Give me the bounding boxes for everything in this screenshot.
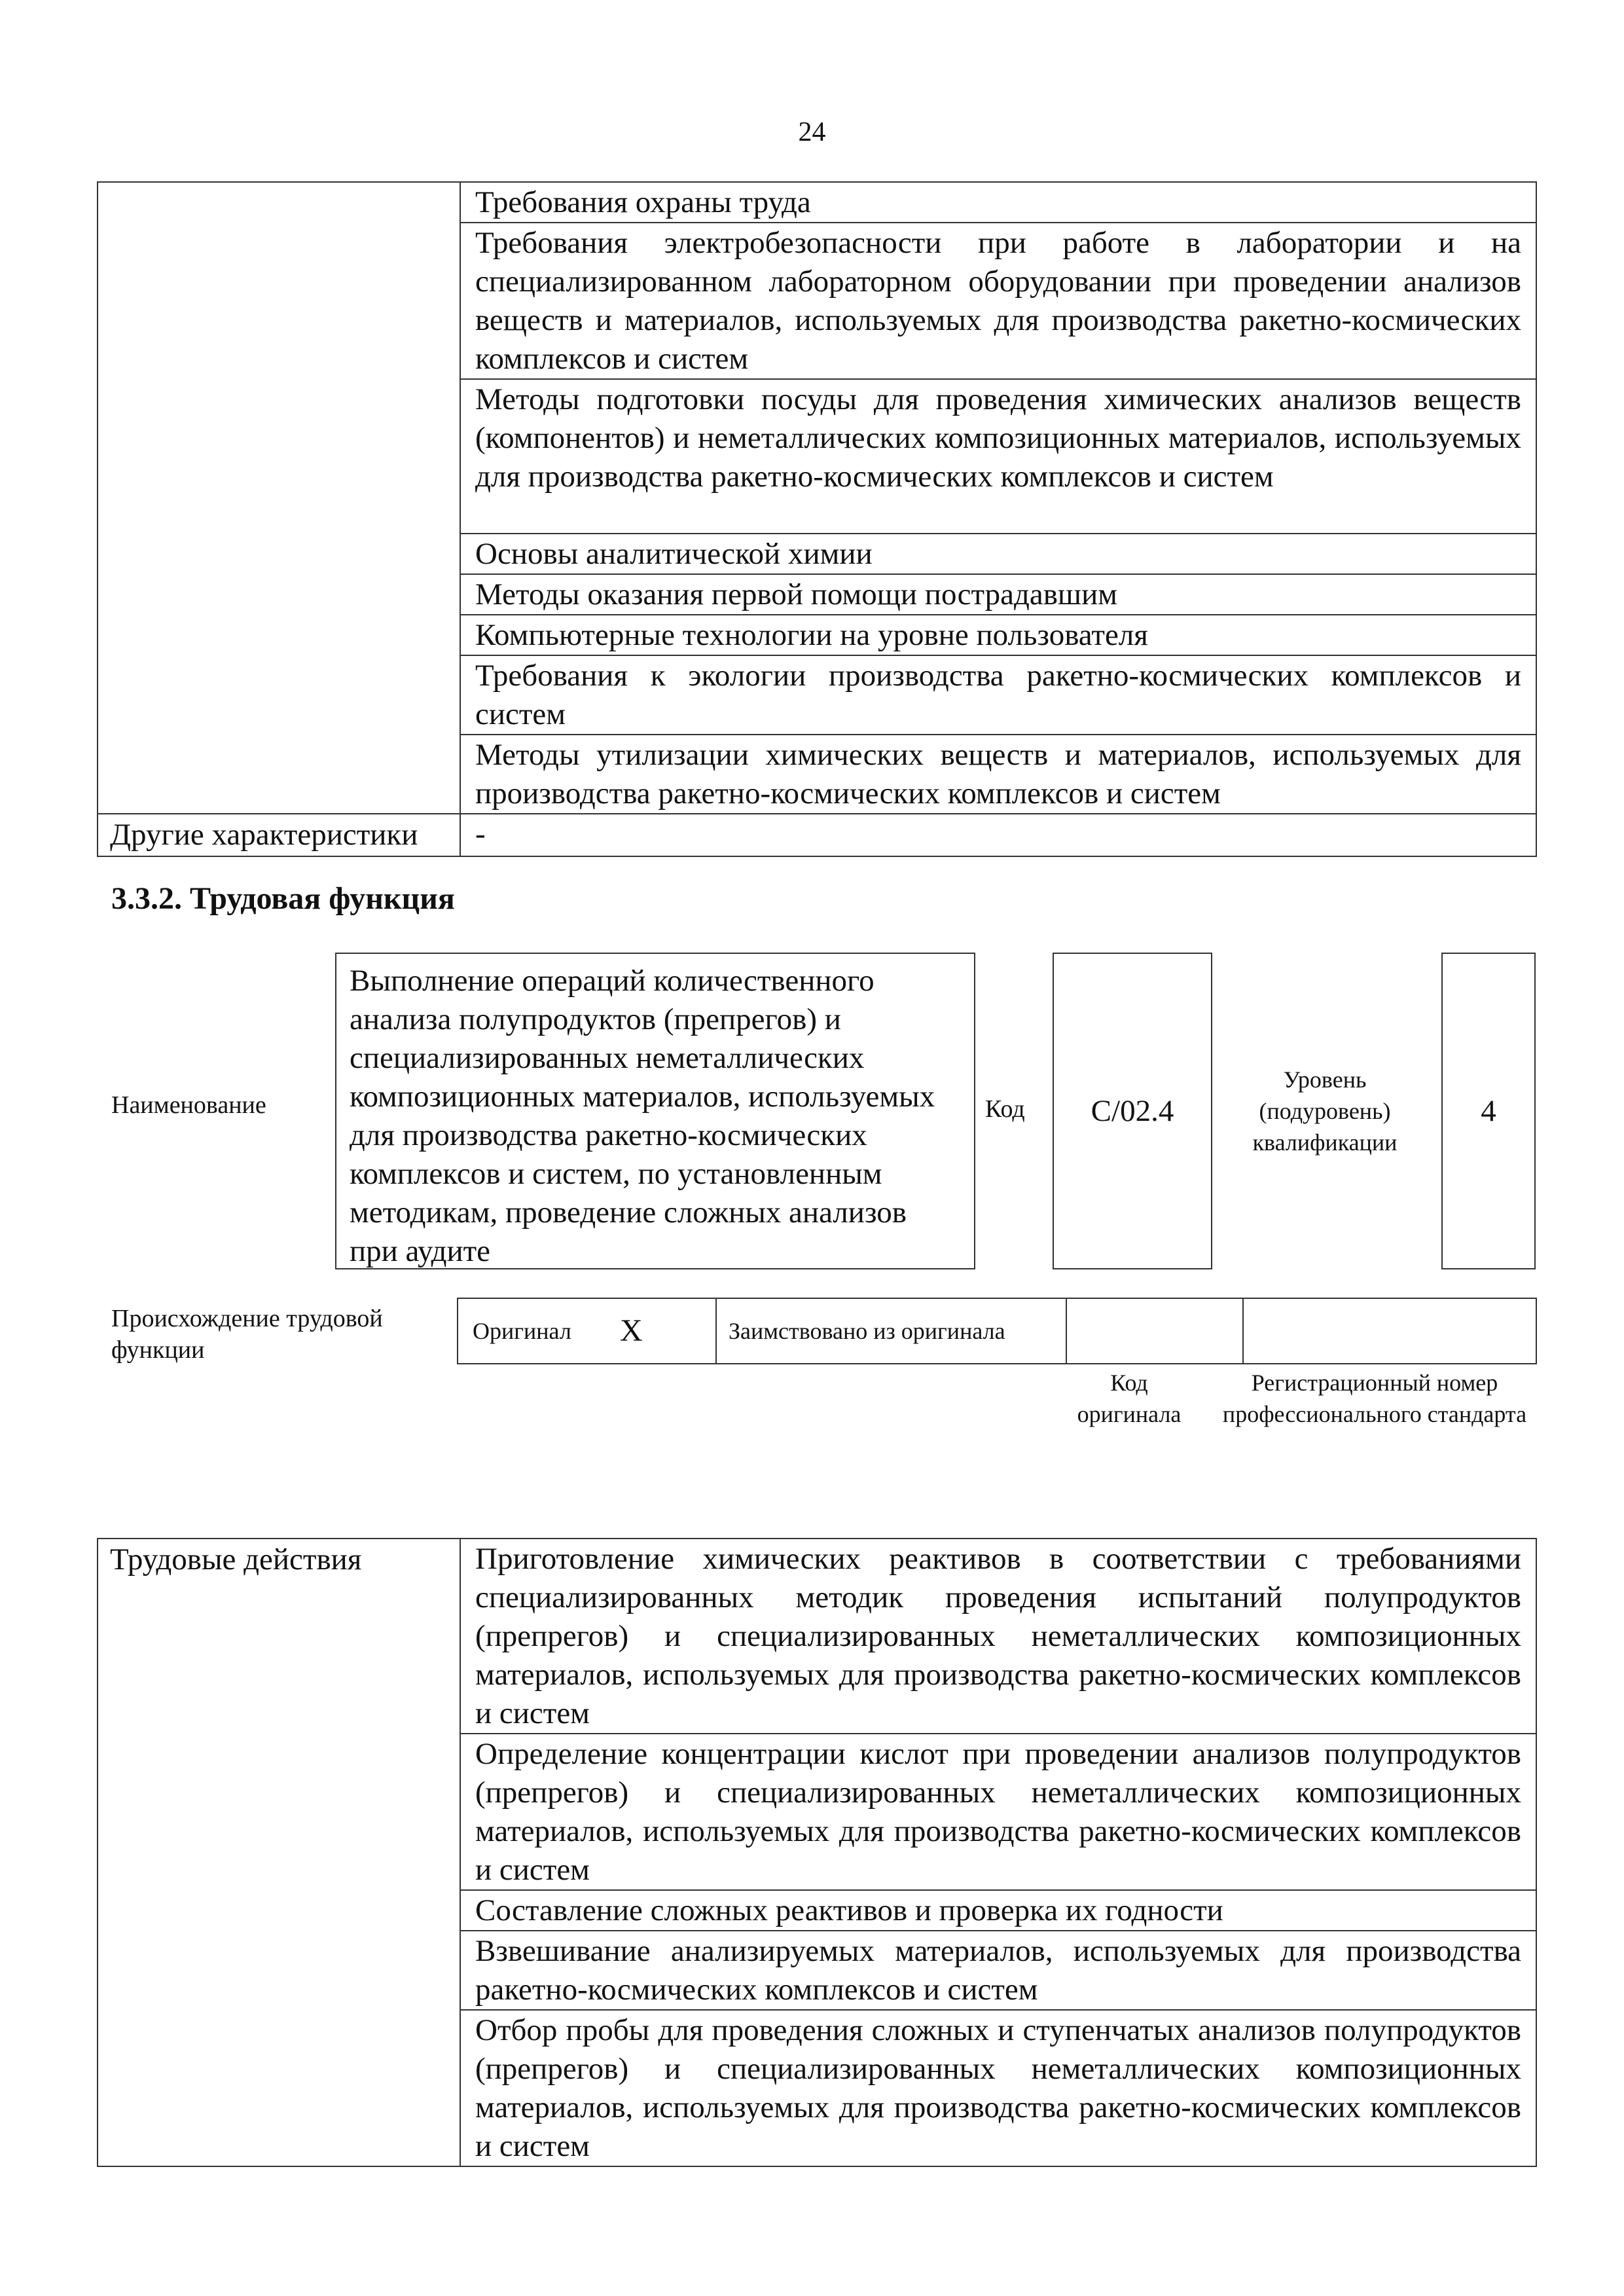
table-row: Методы утилизации химических веществ и материалов, используемых для производства ракетно-космических комплексов и систем: [460, 735, 1536, 814]
table-row: Методы оказания первой помощи пострадавшим: [460, 574, 1536, 615]
table-row: Отбор пробы для проведения сложных и ступенчатых анализов полупродуктов (препрегов) и специализированных неметаллических композиционных материалов, используемых для производства ракетно-космических комплексов и систем: [460, 2010, 1536, 2166]
actions-table: [97, 1538, 1537, 2167]
qualification-level-label: Уровень (подуровень) квалификации: [1252, 1066, 1398, 1156]
other-characteristics-label: Другие характеристики: [98, 814, 460, 856]
qualification-level-value: 4: [1481, 1094, 1496, 1128]
registration-number-cell: [1243, 1298, 1536, 1364]
section-heading: 3.3.2. Трудовая функция: [111, 881, 455, 916]
knowledge-table: [97, 181, 1537, 857]
original-code-caption: Код оригинала: [1077, 1370, 1182, 1427]
origin-label: Происхождение трудовой функции: [111, 1305, 383, 1364]
table-row: Компьютерные технологии на уровне пользователя: [460, 615, 1536, 655]
qualification-level-box: [1441, 953, 1536, 1269]
table-row: Требования к экологии производства ракетно-космических комплексов и систем: [460, 655, 1536, 735]
name-label: Наименование: [111, 1091, 266, 1119]
table-row: Требования электробезопасности при работе в лаборатории и на специализированном лабораторном оборудовании при проведении анализов веществ и материалов, используемых для производства ракетно-космических комплексов и систем: [460, 223, 1536, 379]
code-label: Код: [985, 1095, 1025, 1123]
table-row: Определение концентрации кислот при проведении анализов полупродуктов (препрегов) и специализированных неметаллических композиционных материалов, используемых для производства ракетно-космических комплексов и систем: [460, 1734, 1536, 1890]
original-code-cell: [1066, 1298, 1243, 1364]
knowledge-label-cell: [98, 182, 460, 814]
registration-number-caption: Регистрационный номер профессионального стандарта: [1222, 1370, 1527, 1427]
original-mark: X: [615, 1298, 716, 1364]
original-label: Оригинал: [458, 1298, 615, 1364]
borrowed-label: Заимствовано из оригинала: [716, 1298, 1066, 1364]
table-row: Методы подготовки посуды для проведения химических анализов веществ (компонентов) и неметаллических композиционных материалов, используемых для производства ракетно-космических комплексов и систем: [460, 379, 1536, 534]
code-box: [1053, 953, 1212, 1269]
actions-label: Трудовые действия: [98, 1539, 460, 2166]
table-row: Составление сложных реактивов и проверка их годности: [460, 1890, 1536, 1931]
origin-table: [457, 1298, 1537, 1364]
table-row: Приготовление химических реактивов в соответствии с требованиями специализированных методик проведения испытаний полупродуктов (препрегов) и специализированных неметаллических композиционных материалов, используемых для производства ракетно-космических комплексов и систем: [460, 1539, 1536, 1734]
table-row: Требования охраны труда: [460, 182, 1536, 223]
table-row: Взвешивание анализируемых материалов, используемых для производства ракетно-космических комплексов и систем: [460, 1931, 1536, 2010]
page-number: 24: [798, 117, 826, 147]
code-value: C/02.4: [1091, 1094, 1174, 1128]
other-characteristics-value: -: [460, 814, 1536, 856]
function-name-box: Выполнение операций количественного анализа полупродуктов (препрегов) и специализированных неметаллических композиционных материалов, используемых для производства ракетно-космических комплексов и систем, по установленным методикам, проведение сложных анализов при аудите: [335, 953, 975, 1269]
table-row: Основы аналитической химии: [460, 534, 1536, 574]
